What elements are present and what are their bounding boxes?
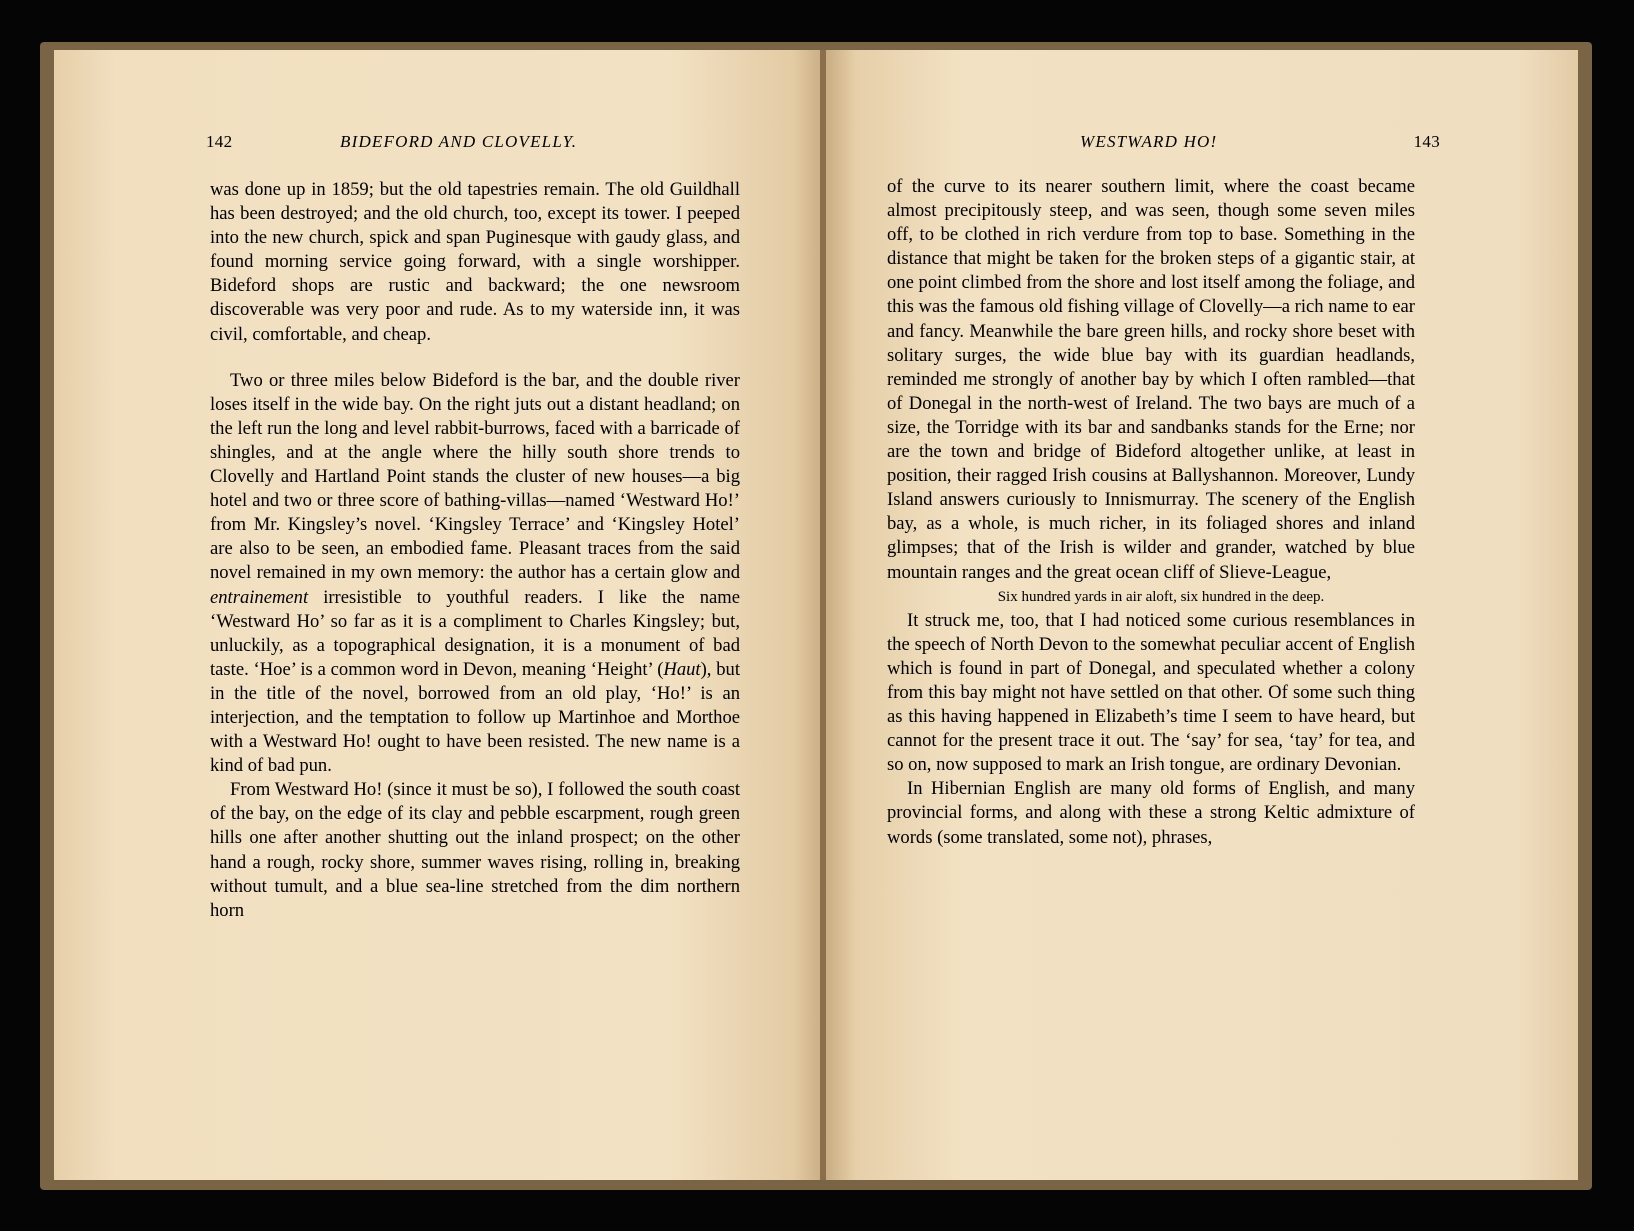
verse-quotation: Six hundred yards in air aloft, six hundred in the deep.	[997, 588, 1325, 605]
right-running-title: WESTWARD HO!	[1080, 132, 1218, 151]
left-paragraph-2	[210, 369, 740, 779]
right-page-number: 143	[1413, 132, 1440, 151]
left-page-number: 142	[206, 132, 233, 151]
right-paragraph-1: of the curve to its nearer southern limit, where the coast became almost precipitously steep, and was seen, though some seven miles off, to be clothed in rich verdure from top to base. Something in the distance that might be taken for the broken steps of a gigantic stair, at one point climbed from the shore and lost itself among the foliage, and this was the famous old fishing village of Clovelly—a rich name to ear and fancy. Meanwhile the bare green hills, and rocky shore beset with solitary surges, the wide blue bay with its guardian headlands, reminded me strongly of another bay by which I often rambled—that of Donegal in the north-west of Ireland. The two bays are much of a size, the Torridge with its bar and sandbanks stands for the Erne; nor are the town and bridge of Bideford altogether unlike, at least in position, their ragged Irish cousins at Ballyshannon. Moreover, Lundy Island answers curiously to Innismurray. The scenery of the English bay, as a whole, is much richer, in its foliaged shores and inland glimpses; that of the Irish is wilder and grander, watched by blue mountain ranges and the great ocean cliff of Slieve-League,	[887, 176, 1415, 583]
left-running-head	[206, 132, 606, 152]
left-paragraph-3: From Westward Ho! (since it must be so), I followed the south coast of the bay, on the edge of its clay and pebble escarpment, rough green hills one after another shutting out the inland prospect; on the other hand a rough, rocky shore, summer waves rising, rolling in, breaking without tumult, and a blue sea-line stretched from the dim northern horn	[210, 779, 740, 921]
right-paragraph-2: It struck me, too, that I had noticed some curious resemblances in the speech of North Devon to the somewhat peculiar accent of English which is found in part of Donegal, and speculated whether a colony from this bay might not have settled on that other. Of some such thing as this having happened in Elizabeth’s time I seem to have heard, but cannot for the present trace it out. The ‘say’ for sea, ‘tay’ for tea, and so on, now supposed to mark an Irish tongue, are ordinary Devonian.	[887, 609, 1415, 776]
right-running-head	[1080, 132, 1440, 152]
left-running-title: BIDEFORD AND CLOVELLY.	[340, 132, 578, 151]
right-page-text	[887, 175, 1415, 850]
italic-haut: Haut	[663, 658, 701, 680]
left-paragraph-1: was done up in 1859; but the old tapestries remain. The old Guildhall has been destroyed; and the old church, too, except its tower. I peeped into the new church, spick and span Puginesque with gaudy glass, and found morning service going forward, with a single worshipper. Bideford shops are rustic and backward; the one newsroom discoverable was very poor and rude. As to my waterside inn, it was civil, comfortable, and cheap.	[210, 179, 740, 345]
left-paragraph-2-part-3: ), but in the title of the novel, borrowed from an old play, ‘Ho!’ is an interjection, and the temptation to follow up Martinhoe and Morthoe with a Westward Ho! ought to have been resisted. The new name is a kind of bad pun.	[210, 658, 741, 777]
left-paragraph-2-part-2: irresistible to youthful readers. I like the name ‘Westward Ho’ so far as it is a compliment to Charles Kingsley; but, unluckily, as a topographical designation, it is a monument of bad taste. ‘Hoe’ is a common word in Devon, meaning ‘Height’ (	[210, 586, 740, 680]
left-paragraph-2-part-1: Two or three miles below Bideford is the bar, and the double river loses itself in the wide bay. On the right juts out a distant headland; on the left run the long and level rabbit-burrows, faced with a barricade of shingles, and at the angle where the hilly south shore trends to Clovelly and Hartland Point stands the cluster of new houses—a big hotel and two or three score of bathing-villas—named ‘Westward Ho!’ from Mr. Kingsley’s novel. ‘Kingsley Terrace’ and ‘Kingsley Hotel’ are also to be seen, an embodied fame. Pleasant traces from the said novel remained in my own memory: the author has a certain glow and	[210, 369, 740, 584]
left-page-text	[210, 178, 740, 923]
italic-entrainement: entrainement	[210, 586, 309, 608]
right-paragraph-3: In Hibernian English are many old forms of English, and many provincial forms, and along with these a strong Keltic admixture of words (some translated, some not), phrases,	[887, 778, 1415, 848]
